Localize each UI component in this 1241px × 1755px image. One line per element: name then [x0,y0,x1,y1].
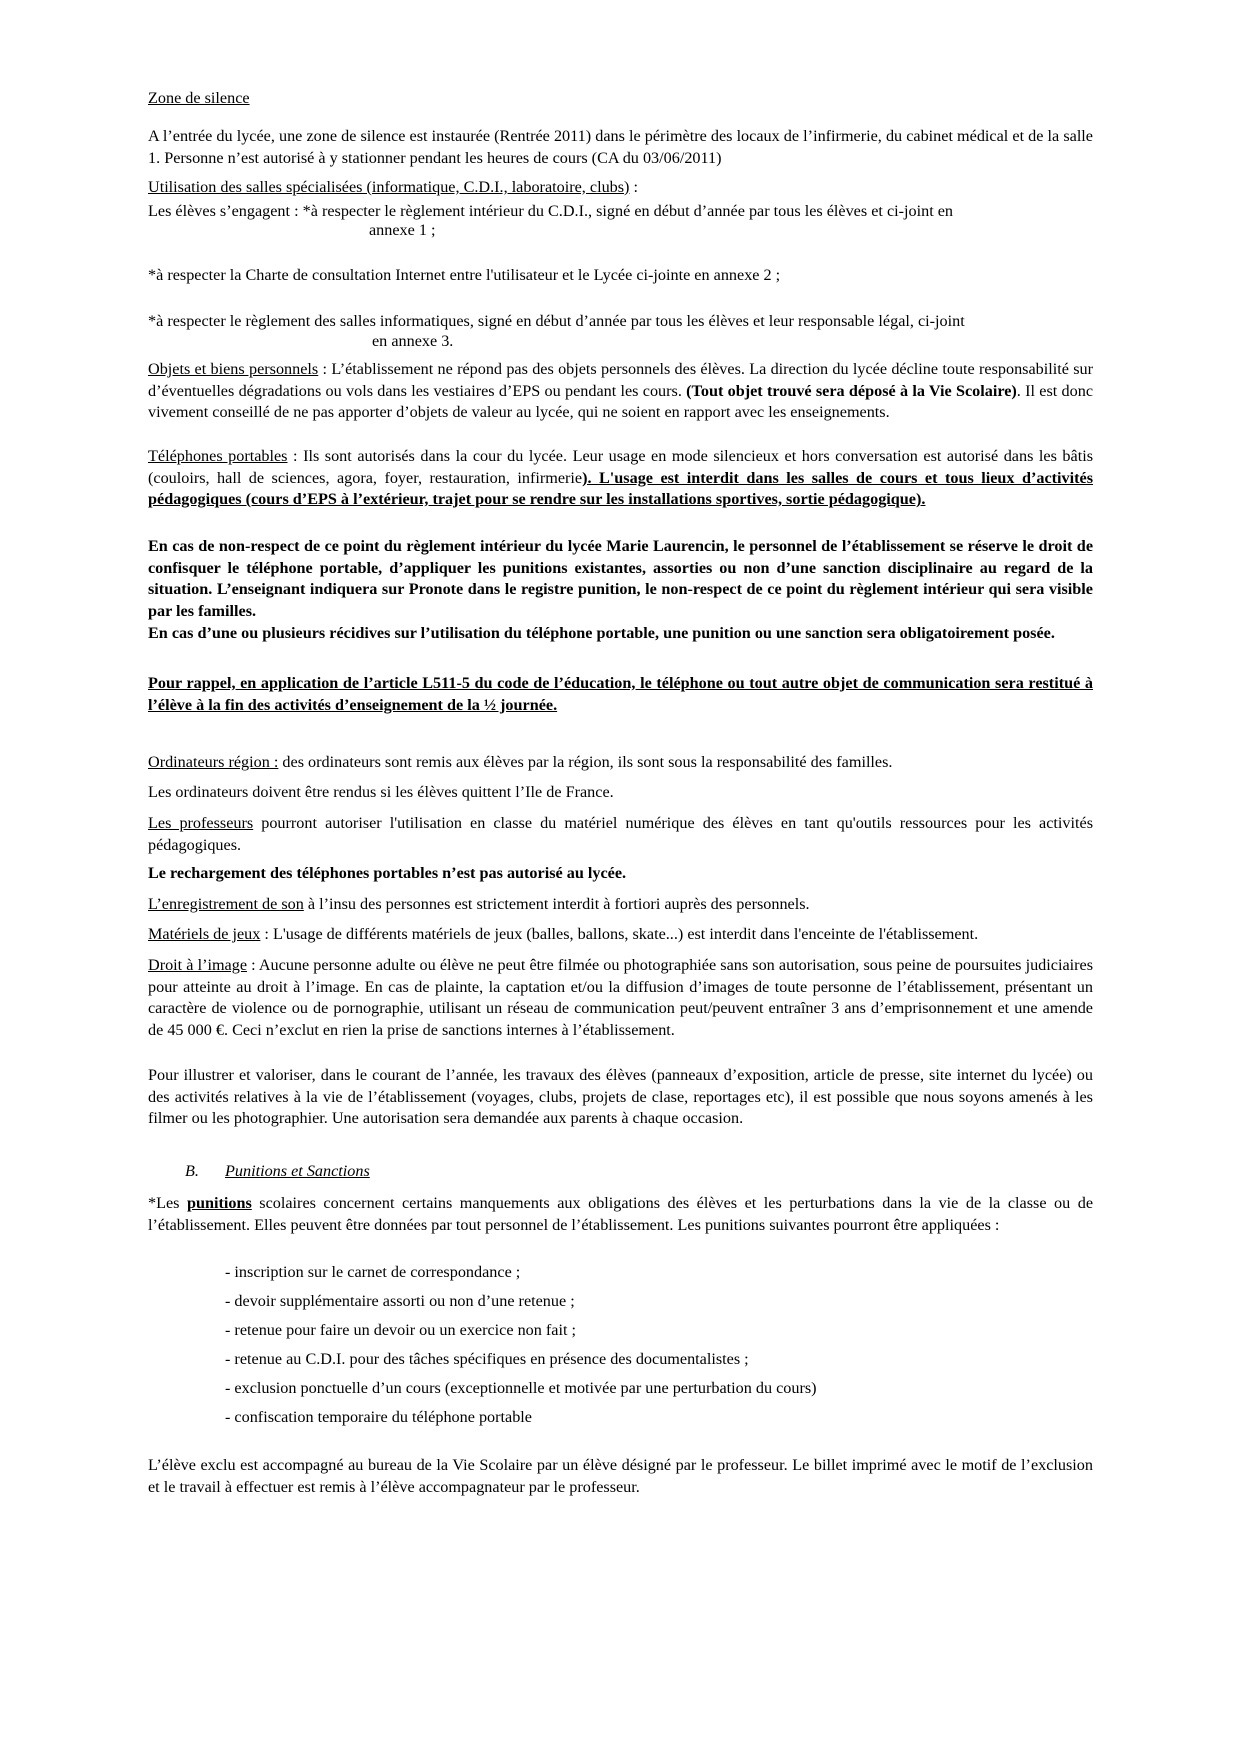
jeux-title: Matériels de jeux [148,925,261,943]
list-item: - retenue au C.D.I. pour des tâches spécifiques en présence des documentalistes ; [225,1350,749,1368]
enregistrement-paragraph: L’enregistrement de son à l’insu des personnes est strictement interdit à fortiori auprès des personnels. [148,895,810,913]
salles-heading: Utilisation des salles spécialisées (informatique, C.D.I., laboratoire, clubs) : [148,178,638,196]
zone-title: Zone de silence [148,89,250,107]
punitions-paragraph: *Les punitions scolaires concernent certains manquements aux obligations des élèves et les perturbations dans la vie de la classe ou de l’établissement. Elles peuvent être données par tout personnel de l’établissement. Les punitions suivantes pourront être appliquées : [148,1194,1094,1234]
salles-intro-cont: annexe 1 ; [369,221,436,239]
jeux-paragraph: Matériels de jeux : L'usage de différents matériels de jeux (balles, ballons, skate...) est interdit dans l'enceinte de l'établissement. [148,925,979,943]
salles-intro: Les élèves s’engagent : *à respecter le règlement intérieur du C.D.I., signé en début d’année par tous les élèves et ci-joint en [148,202,954,220]
professeurs-paragraph: Les professeurs pourront autoriser l'utilisation en classe du matériel numérique des élèves en tant qu'outils ressources pour les activités pédagogiques. [148,814,1093,854]
image-paragraph: Droit à l’image : Aucune personne adulte ou élève ne peut être filmée ou photographiée sans son autorisation, sous peine de poursuites judiciaires pour atteinte au droit à l’image. En cas de plainte, la captation et/ou la diffusion d’images de toute personne de l’établissement, présentant un caractère de violence ou de pornographie, utilisant un réseau de communication peut/peuvent entraîner 3 ans d’emprisonnement et une amende de 45 000 €. Ceci n’exclut en rien la prise de sanctions internes à l’établissement. [148,956,1093,1039]
zone-paragraph: A l’entrée du lycée, une zone de silence est instaurée (Rentrée 2011) dans le périmètre des locaux de l’infirmerie, du cabinet médical et de la salle 1. Personne n’est autorisé à y stationner pendant les heures de cours (CA du 03/06/2011) [148,127,1093,167]
telephones-paragraph: Téléphones portables : Ils sont autorisés dans la cour du lycée. Leur usage en mode silencieux et hors conversation est autorisé dans les bâtis (couloirs, hall de sciences, agora, foyer, restauration, infirmerie). L'usage est interdit dans les salles de cours et tous lieux d’activités pédagogiques (cours d’EPS à l’extérieur, trajet pour se rendre sur les installations sportives, sortie pédagogique). [148,447,1094,508]
list-item: - devoir supplémentaire assorti ou non d’une retenue ; [225,1292,575,1310]
section-b-title: Punitions et Sanctions [225,1162,370,1180]
ordinateurs-paragraph: Ordinateurs région : des ordinateurs sont remis aux élèves par la région, ils sont sous la responsabilité des familles. [148,753,893,771]
objets-title: Objets et biens personnels [148,360,319,378]
image-title: Droit à l’image [148,956,248,974]
salles-item-2: *à respecter la Charte de consultation Internet entre l'utilisateur et le Lycée ci-jointe en annexe 2 ; [148,266,781,284]
list-item: - exclusion ponctuelle d’un cours (exceptionnelle et motivée par une perturbation du cours) [225,1379,817,1397]
telephones-title: Téléphones portables [148,447,288,465]
rechargement-paragraph: Le rechargement des téléphones portables n’est pas autorisé au lycée. [148,864,627,882]
list-item: - retenue pour faire un devoir ou un exercice non fait ; [225,1321,577,1339]
section-b-heading: B. Punitions et Sanctions [185,1162,370,1180]
ordinateurs-rendus: Les ordinateurs doivent être rendus si les élèves quittent l’Ile de France. [148,783,614,801]
punitions-keyword: punitions [186,1194,252,1212]
objets-paragraph: Objets et biens personnels : L’établissement ne répond pas des objets personnels des élèves. La direction du lycée décline toute responsabilité sur d’éventuelles dégradations ou vols dans les vestiaires d’EPS ou pendant les cours. (Tout objet trouvé sera déposé à la Vie Scolaire). Il est donc vivement conseillé de ne pas apporter d’objets de valeur au lycée, qui ne soient en rapport avec les enseignements. [148,360,1094,421]
valoriser-paragraph: Pour illustrer et valoriser, dans le courant de l’année, les travaux des élèves (panneaux d’exposition, article de presse, site internet du lycée) ou des activités relatives à la vie de l’établissement (voyages, clubs, projets de clase, reportages etc), il est possible que nous soyons amenés à les filmer ou les photographier. Une autorisation sera demandée aux parents à chaque occasion. [148,1066,1093,1127]
salles-title: Utilisation des salles spécialisées (informatique, C.D.I., laboratoire, clubs) [148,178,630,196]
rappel-paragraph: Pour rappel, en application de l’article L511-5 du code de l’éducation, le téléphone ou tout autre objet de communication sera restitué à l’élève à la fin des activités d’enseignement de la ½ journée. [148,674,1093,714]
ordinateurs-title: Ordinateurs région [148,753,270,771]
salles-item-3-cont: en annexe 3. [372,332,454,350]
salles-item-3: *à respecter le règlement des salles informatiques, signé en début d’année par tous les élèves et leur responsable légal, ci-joint [148,312,965,330]
list-item: - confiscation temporaire du téléphone portable [225,1408,532,1426]
enregistrement-title: L’enregistrement de son [148,895,304,913]
list-item: - inscription sur le carnet de correspondance ; [225,1263,521,1281]
exclu-paragraph: L’élève exclu est accompagné au bureau de la Vie Scolaire par un élève désigné par le professeur. Le billet imprimé avec le motif de l’exclusion et le travail à effectuer est remis à l’élève accompagnateur par le professeur. [148,1456,1093,1496]
recidive-paragraph: En cas d’une ou plusieurs récidives sur l’utilisation du téléphone portable, une punition ou une sanction sera obligatoirement posée. [148,624,1055,642]
non-respect-paragraph: En cas de non-respect de ce point du règlement intérieur du lycée Marie Laurencin, le personnel de l’établissement se réserve le droit de confisquer le téléphone portable, d’appliquer les punitions existantes, assorties ou non d’une sanction disciplinaire au regard de la situation. L’enseignant indiquera sur Pronote dans le registre punition, le non-respect de ce point du règlement intérieur qui sera visible par les familles. [148,537,1093,620]
professeurs-title: Les professeurs [148,814,254,832]
